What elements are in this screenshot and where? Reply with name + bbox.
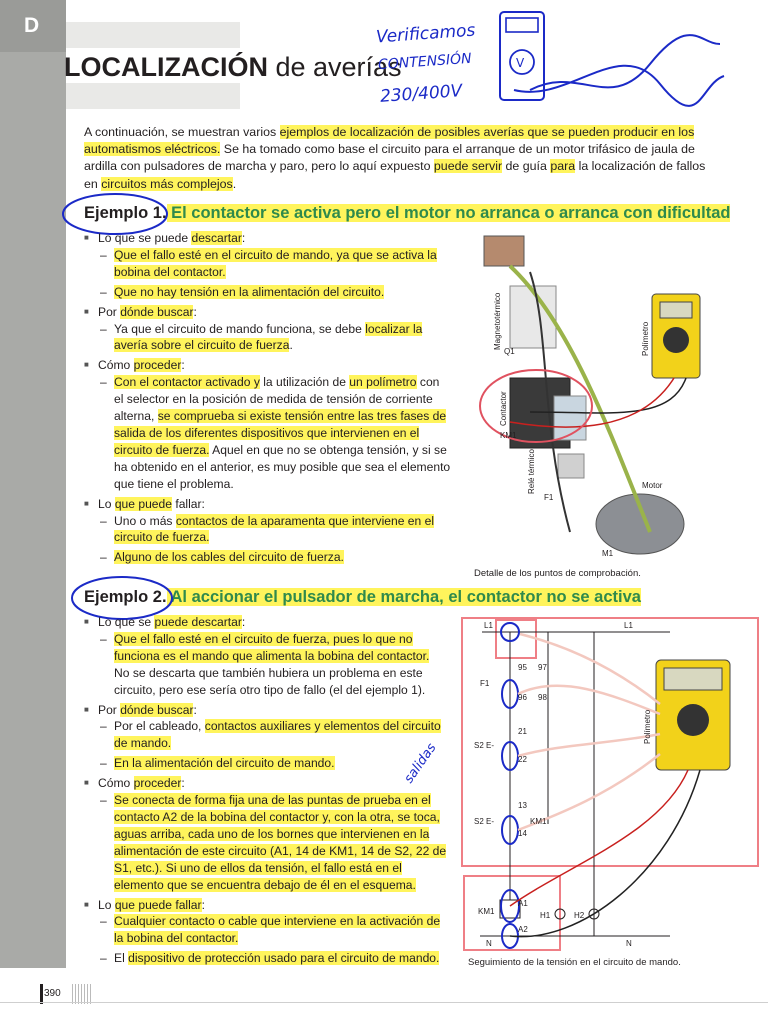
sch-h1: H1 <box>540 911 551 920</box>
intro-paragraph: A continuación, se muestran varios ejemplos de localización de posibles averías que se pueden producir en los automatismos eléctricos. Se ha tomado como base el circuito para el arranque de un motor trifásico de jaula de ardilla con pulsadores de marcha y paro, pero lo aquí expuesto puede servir de guía para la localización de fallos en circuitos más complejos. <box>84 125 706 191</box>
section-tab <box>0 0 66 52</box>
label-motor: Motor <box>642 481 663 490</box>
example1-label: Ejemplo 1. <box>84 204 167 222</box>
handwritten-note-2: CONTENSIÓN <box>377 50 473 74</box>
sch-22: 22 <box>518 755 527 764</box>
sch-s2b: S2 E- <box>474 817 495 826</box>
sch-f1: F1 <box>480 679 490 688</box>
sch-98: 98 <box>538 693 547 702</box>
section-letter: D <box>24 14 40 37</box>
title-band-bottom <box>66 83 240 109</box>
page-number: 390 <box>44 988 61 999</box>
example2-pen-circle <box>70 572 180 620</box>
label-rele: Relé térmico <box>527 449 536 494</box>
example1-heading <box>84 204 730 223</box>
title-bold: LOCALIZACIÓN <box>64 52 268 82</box>
sch-km1: KM1 <box>530 817 547 826</box>
example2-schematic <box>460 614 760 954</box>
sch-21: 21 <box>518 727 527 736</box>
label-f1: F1 <box>544 493 554 502</box>
sch-a1: A1 <box>518 899 528 908</box>
label-magnetotermico: Magnetotérmico <box>493 292 502 350</box>
sch-95: 95 <box>518 663 527 672</box>
page-number-bar <box>40 984 43 1004</box>
title-rest: de averías <box>267 52 402 82</box>
footer-ticks <box>72 984 92 1004</box>
example2-label: Ejemplo 2. <box>84 588 167 606</box>
example1-figure <box>470 232 710 564</box>
page-sidebar <box>0 0 66 968</box>
sch-l1-left: L1 <box>484 621 493 630</box>
sch-s2: S2 E- <box>474 741 495 750</box>
sch-h2: H2 <box>574 911 585 920</box>
example2-body: ■ Lo que se puede descartar: – Que el fallo esté en el circuito de fuerza, pues lo que no funciona es el mando que alimenta la bobina del contactor. No se descarta que también hubiera un problema en este circuito, pero ese sería otro tipo de fallo (el del ejemplo 1). ■ Por dónde buscar: – Por el cableado, contactos auxiliares y elementos del circuito de mando. – En la alimentación del circuito de mando. ■ Cómo proceder: – Se conecta de forma fija una de las puntas de prueba en el contacto A2 de la bobina del contactor y, con la otra, se toca, aguas arriba, cada uno de los bornes que intervienen en la alimentación de este circuito (A1, 14 de KM1, 14 de S2, 22 de S1, etc.). Si uno de ellos da tensión, el fallo está en el elemento que se encuentra debajo de él en el esquema. ■ Lo que puede fallar: – Cualquier contacto o cable que interviene en la activación de la bobina del contactor. – El dispositivo de protección usado para el circuito de mando. <box>84 614 448 967</box>
title-band-top <box>66 22 240 48</box>
sch-97: 97 <box>538 663 547 672</box>
sch-a2: A2 <box>518 925 528 934</box>
example1-caption: Detalle de los puntos de comprobación. <box>474 568 641 579</box>
sch-polimetro: Polímetro <box>643 709 652 744</box>
sch-l1-right: L1 <box>624 621 633 630</box>
sch-96: 96 <box>518 693 527 702</box>
example2-caption: Seguimiento de la tensión en el circuito de mando. <box>468 957 681 968</box>
example2-title: Al accionar el pulsador de marcha, el contactor no se activa <box>166 588 641 606</box>
label-m1: M1 <box>602 549 614 558</box>
sch-13: 13 <box>518 801 527 810</box>
footer-line <box>0 1002 768 1003</box>
example1-body: ■ Lo que se puede descartar: – Que el fallo esté en el circuito de mando, ya que se activa la bobina del contactor. – Que no hay tensión en la alimentación del circuito. ■ Por dónde buscar: – Ya que el circuito de mando funciona, se debe localizar la avería sobre el circuito de fuerza. ■ Cómo proceder: – Con el contactor activado y la utilización de un polímetro con el selector en la posición de medida de tensión de corriente alterna, se comprueba si existe tensión entre las tres fases de salida de los diferentes dispositivos que intervienen en el circuito de fuerza. Aquel en que no se obtenga tensión, y si se ha obtenido en el anterior, es muy posible que sea el elemento que tiene el problema. ■ Lo que puede fallar: – Uno o más contactos de la aparamenta que interviene en el circuito de fuerza. – Alguno de los cables del circuito de fuerza. <box>84 230 452 566</box>
label-km1: KM1 <box>500 431 517 440</box>
sch-n-right: N <box>626 939 632 948</box>
handwritten-side-note: salidas <box>401 740 440 787</box>
sch-n-left: N <box>486 939 492 948</box>
sch-km1b: KM1 <box>478 907 495 916</box>
example1-title: El contactor se activa pero el motor no arranca o arranca con dificultad <box>166 204 731 222</box>
svg-text:V: V <box>516 56 525 70</box>
handwritten-multimeter-sketch <box>490 4 730 114</box>
label-contactor: Contactor <box>499 391 508 426</box>
label-q1: Q1 <box>504 347 515 356</box>
sch-14: 14 <box>518 829 527 838</box>
page-title <box>64 52 402 83</box>
handwritten-note-1: Verificamos <box>375 20 476 48</box>
label-polimetro-1: Polímetro <box>641 321 650 356</box>
handwritten-note-3: 230/400V <box>379 81 463 107</box>
